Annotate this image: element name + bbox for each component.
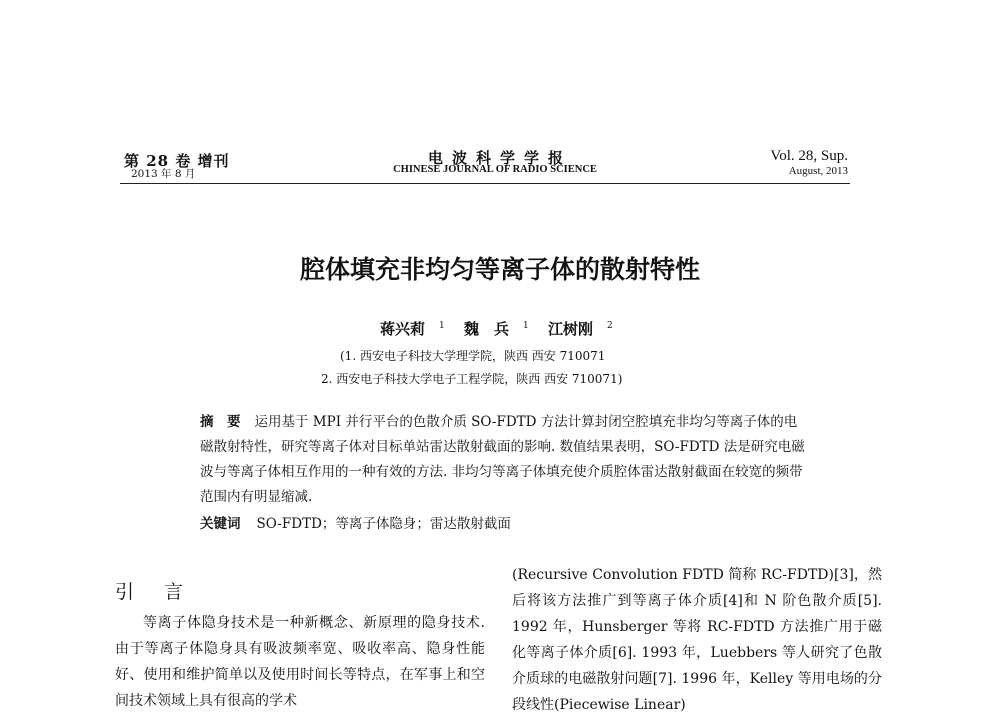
author: 蒋兴莉 $^1$ [380,320,445,338]
section-heading: 引 言 [115,581,196,603]
keywords [200,512,810,532]
keywords-text: SO-FDTD；等离子体隐身；雷达散射截面 [256,516,511,532]
body-paragraph: (Recursive Convolution FDTD 简称 RC-FDTD)[3]，然后将该方法推广到等离子体介质[4]和 N 阶色散介质[5]. 1992 年，Hunsberger 等将 RC-FDTD 方法推广用于磁化等离子体介质[6]. 1993 年，Luebbers 等人研究了色散介质球的电磁散射问题[7]. 1996 年，Kelley 等用电场的分段线性(Piecewise Linear) [512,567,882,713]
header-rule [120,183,850,184]
body-column-right [512,562,882,718]
affiliation-2: 2. 西安电子科技大学电子工程学院，陕西 西安 710071) [321,372,623,386]
publication-date: 2013 年 8 月 [131,168,196,180]
journal-name-cn: 电波科学学报 [427,149,572,167]
volume-issue: 第 28 卷 增刊 [124,152,230,170]
abstract [200,410,810,510]
journal-name-en: CHINESE JOURNAL OF RADIO SCIENCE [393,164,597,175]
paper-title: 腔体填充非均匀等离子体的散射特性 [299,255,700,284]
affiliation-1: (1. 西安电子科技大学理学院，陕西 西安 710071 [340,349,606,363]
body-column-left [115,610,485,714]
author-list [380,318,627,339]
author: 江树刚 $^2$ [547,320,613,338]
keywords-label: 关键词 [200,516,241,532]
volume-en: Vol. 28, Sup. [770,148,848,164]
date-en: August, 2013 [788,165,848,177]
author: 魏 兵 $^1$ [463,320,529,338]
body-paragraph: 等离子体隐身技术是一种新概念、新原理的隐身技术. 由于等离子体隐身具有吸波频率宽、吸收率高、隐身性能好、使用和维护简单以及使用时间长等特点，在军事上和空间技术领域上具有很高的学术 [115,615,485,709]
abstract-text: 运用基于 MPI 并行平台的色散介质 SO-FDTD 方法计算封闭空腔填充非均匀等离子体的电磁散射特性，研究等离子体对目标单站雷达散射截面的影响. 数值结果表明，SO-FDTD 法是研究电磁波与等离子体相互作用的一种有效的方法. 非均匀等离子体填充使介质腔体雷达散射截面在较宽的频带范围内有明显缩减. [200,414,805,505]
abstract-label: 摘 要 [200,414,241,430]
